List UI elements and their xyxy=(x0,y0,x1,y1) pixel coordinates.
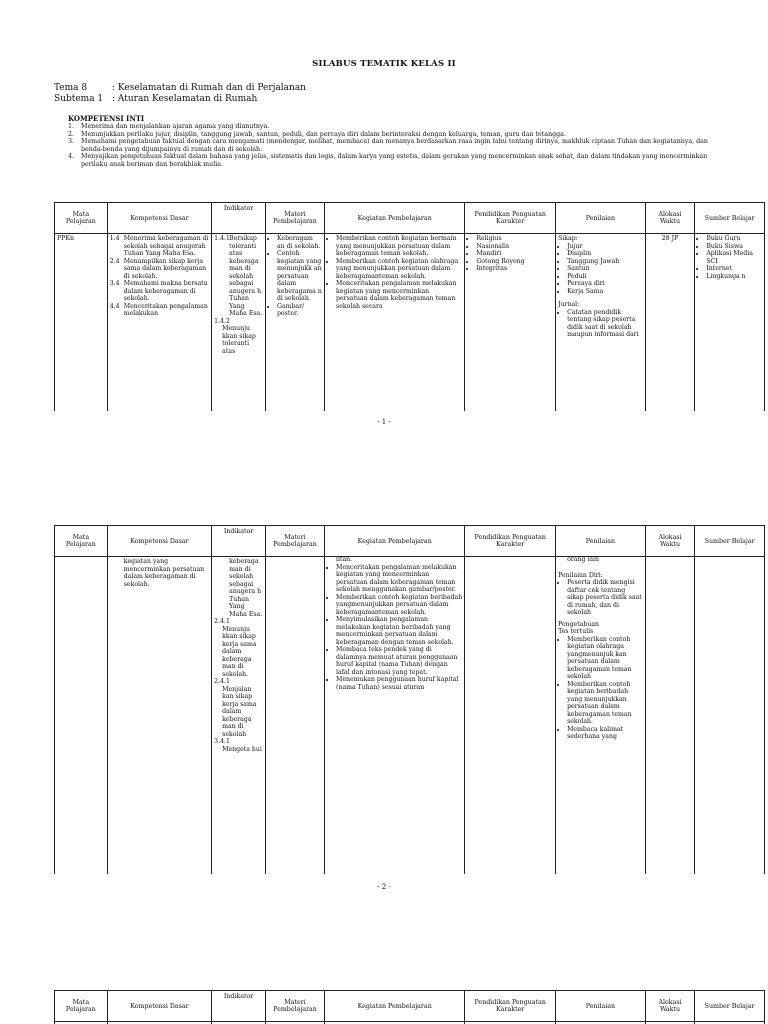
tes-tertulis-label: Tes tertulis xyxy=(558,628,594,635)
tema-label: Tema 8 xyxy=(54,83,88,93)
indikator-continuation: keberaga man di sekolah sebagai anugera h Tuhan Yang Maha Esa. xyxy=(229,558,263,618)
materi-item: • Contoh kegiatan yang menunjukk an persatuan dalam keberagama n di sekolah. xyxy=(277,250,322,303)
penilaian-diri-label: Penilaian Diri: xyxy=(558,571,603,579)
ki-item: 4. Menyajikan pengetahuan faktual dalam bahasa yang jelas, sistematis dan logis, dalam karya yang estetis, dalam gerakan yang mencerminkan anak sehat, dan dalam tindakan yang mencerminkan perilaku anak beriman dan berakhlak mulia. xyxy=(68,153,708,168)
header-materi: Materi Pembelajaran xyxy=(265,991,324,1022)
header-ppk: Pendidikan Penguatan Karakter xyxy=(465,991,556,1022)
kegiatan-item: • Menceritakan pengalaman melakukan kegiatan yang mencerminkan persatuan dalam keberagaman teman sekolah menggunakan gambar/poster. xyxy=(336,564,462,594)
ppk-item: • Integritas xyxy=(476,265,553,273)
header-sumber: Sumber Belajar xyxy=(695,203,765,234)
header-sumber: Sumber Belajar xyxy=(695,526,765,557)
sumber-item: • Aplikasi Media SCI xyxy=(706,250,762,265)
syllabus-table-page-2 xyxy=(54,525,765,874)
header-alokasi: Alokasi Waktu xyxy=(645,203,695,234)
kegiatan-item: • Menemukan penggunaan huruf kapital (nama Tuhan) sesuai aturan xyxy=(336,676,462,691)
pengetahuan-label: Pengetahuan xyxy=(558,620,600,628)
cell-mapel xyxy=(55,557,108,875)
table-header-row xyxy=(55,526,765,557)
sikap-item: • Santun xyxy=(567,265,643,273)
subtema-label: Subtema 1 xyxy=(54,94,104,104)
materi-item: • Gambar/ poster. xyxy=(277,303,322,318)
indikator-item: 1.4.2 Menunju kkan sikap toleranti atas xyxy=(214,317,256,355)
header-alokasi: Alokasi Waktu xyxy=(645,991,695,1022)
subtema-line xyxy=(54,94,257,104)
tes-item: • Memberikan contoh kegiatan beribadah yang menunjukkan persatuan dalam keberagaman teman sekolah. xyxy=(567,681,643,726)
kegiatan-item: • Menceritakan pengalaman melakukan kegiatan yang mencerminkan persatuan dalam keberagaman teman sekolah secara xyxy=(336,280,462,310)
cell-kd xyxy=(107,234,211,412)
tes-item: • Memberikan contoh kegiatan olahraga yangmenunjuk kan persatuan dalam keberagaman teman sekolah xyxy=(567,636,643,681)
syllabus-table-page-1 xyxy=(54,202,765,411)
sikap-item: • Jujur xyxy=(567,243,643,251)
cell-sumber xyxy=(695,557,765,875)
kd-item: 2.4 Menampilkan sikap kerja sama dalam keberagaman di sekolah. xyxy=(109,257,207,280)
header-indikator: Indikator xyxy=(212,203,266,234)
sikap-item: • Disiplin xyxy=(567,250,643,258)
header-kd: Kompetensi Dasar xyxy=(107,526,211,557)
cell-materi xyxy=(265,234,324,412)
ppk-item: • Nasionalis xyxy=(476,243,553,251)
cell-ppk xyxy=(465,557,556,875)
table-header-row xyxy=(55,203,765,234)
sikap-item: • Tanggung Jawab xyxy=(567,258,643,266)
cell-penilaian xyxy=(556,557,646,875)
cell-kegiatan xyxy=(325,234,465,412)
kegiatan-item: • Memberikan contoh kegiatan beribadah yangmenunjukkan persatuan dalam keberagamanteman sekolah. xyxy=(336,594,462,617)
indikator-item: 2.4.1 Menunju kkan sikap kerja sama dalam keberaga man di sekolah. xyxy=(214,618,257,678)
penilaian-continuation: orang lain xyxy=(567,556,599,563)
ki-item: 3. Memahami pengetahuan faktual dengan cara mengamati (mendengar, melihat, membaca) dan menanya berdasarkan rasa ingin tahu tentang dirinya, makhluk ciptaan Tuhan dan kegiatannya, dan benda-benda yang dijumpainya di rumah dan di sekolah. xyxy=(68,138,708,153)
header-sumber: Sumber Belajar xyxy=(695,991,765,1022)
tes-item: • Membaca kalimat sederhana yang xyxy=(567,726,643,741)
ki-item: 1. Menerima dan menjalankan ajaran agama yang dianutnya. xyxy=(68,123,270,130)
page-number-1: - 1 - xyxy=(377,418,391,426)
header-alokasi: Alokasi Waktu xyxy=(645,526,695,557)
cell-penilaian xyxy=(556,234,646,412)
sumber-item: • Lingkunga n xyxy=(706,273,762,281)
cell-kd xyxy=(107,557,211,875)
indikator-item: 2.4.1 Menjalan kan sikap kerja sama dalam keberaga man di sekolah xyxy=(214,678,257,738)
kegiatan-item: • Membaca teks pendek yang di dalamnya memuat aturan penggunaan huruf kapital (nama Tuhan) dengan lafal dan intonasi yang tepat. xyxy=(336,646,462,676)
header-mapel: Mata Pelajaran xyxy=(55,203,108,234)
sikap-item: • Kerja Sama xyxy=(567,288,643,296)
kompetensi-inti-list xyxy=(68,123,718,169)
jurnal-label: Jurnal: xyxy=(558,301,580,308)
header-kegiatan: Kegiatan Pembelajaran xyxy=(325,526,465,557)
header-kd: Kompetensi Dasar xyxy=(107,203,211,234)
subtema-value: : Aturan Keselamatan di Rumah xyxy=(112,94,258,104)
kegiatan-item: • Memberikan contoh kegiatan bermain yang menunjukkan persatuan dalam keberagaman teman sekolah. xyxy=(336,235,462,258)
header-indikator: Indikator xyxy=(212,526,266,557)
sikap-label: Sikap: xyxy=(558,235,578,242)
header-penilaian: Penilaian xyxy=(556,991,646,1022)
header-kd: Kompetensi Dasar xyxy=(107,991,211,1022)
ppk-item: • Mandiri xyxy=(476,250,553,258)
jurnal-item: • Catatan pendidik tentang sikap peserta didik saat di sekolah maupun informasi dari xyxy=(567,309,643,339)
table-header-row xyxy=(55,991,765,1022)
kd-item: 3.4 Memahami makna bersatu dalam keberagaman di sekolah. xyxy=(109,280,208,302)
table-row xyxy=(55,557,765,875)
header-kegiatan: Kegiatan Pembelajaran xyxy=(325,203,465,234)
penilaian-diri-item: • Peserta didik mengisi daftar cek tentang sikap peserta didik saat di rumah, dan di sekolah xyxy=(567,579,643,617)
header-ppk: Pendidikan Penguatan Karakter xyxy=(465,526,556,557)
page-number-2: - 2 - xyxy=(377,883,391,891)
cell-alokasi: 28 JP xyxy=(645,234,695,412)
header-mapel: Mata Pelajaran xyxy=(55,991,108,1022)
syllabus-table-page-3 xyxy=(54,990,765,1024)
ki-item: 2. Menunjukkan perilaku jujur, disiplin, tanggung jawab, santun, peduli, dan percaya diri dalam berinteraksi dengan keluarga, teman, guru dan tetangga. xyxy=(68,130,566,138)
cell-mapel: PPKn xyxy=(55,234,108,412)
kegiatan-continuation: litan. xyxy=(336,556,353,563)
cell-materi xyxy=(265,557,324,875)
header-materi: Materi Pembelajaran xyxy=(265,203,324,234)
sikap-item: • Percaya diri xyxy=(567,280,643,288)
header-materi: Materi Pembelajaran xyxy=(265,526,324,557)
header-penilaian: Penilaian xyxy=(556,203,646,234)
cell-alokasi xyxy=(645,557,695,875)
cell-indikator xyxy=(212,234,266,412)
document-title: SILABUS TEMATIK KELAS II xyxy=(312,59,456,69)
table-row xyxy=(55,234,765,412)
materi-item: • Keberagam an di sekolah. xyxy=(277,235,322,250)
kompetensi-inti-heading: KOMPETENSI INTI xyxy=(68,114,145,123)
kegiatan-item: • Memberikan contoh kegiatan olahraga yang menunjukkan persatuan dalam keberagamanteman sekolah. xyxy=(336,258,462,281)
cell-ppk xyxy=(465,234,556,412)
tema-line xyxy=(54,83,306,93)
ppk-item: • Gotong Royong xyxy=(476,258,553,266)
indikator-item: 1.4.1 Bersikap toleranti atas keberaga man di sekolah sebagai anugera h Tuhan Yang Maha Esa. xyxy=(214,235,263,317)
kegiatan-item: • Menyimulasikan pengalaman melakukan kegiatan beribadah yang mencerminkan persatuan dalam keberagaman dengan teman sekolah. xyxy=(336,616,462,646)
sumber-item: • Buku Siswa xyxy=(706,243,762,251)
sikap-item: • Peduli xyxy=(567,273,643,281)
tema-value: : Keselamatan di Rumah dan di Perjalanan xyxy=(112,83,306,93)
kd-item: 4.4 Menceritakan pengalaman melakukan xyxy=(109,302,208,317)
header-mapel: Mata Pelajaran xyxy=(55,526,108,557)
ppk-item: • Religius xyxy=(476,235,553,243)
header-ppk: Pendidikan Penguatan Karakter xyxy=(465,203,556,234)
header-kegiatan: Kegiatan Pembelajaran xyxy=(325,991,465,1022)
kd-item: 1.4 Menerima keberagaman di sekolah sebagai anugerah Tuhan Yang Maha Esa. xyxy=(109,235,209,257)
sumber-item: • Buku Guru xyxy=(706,235,762,243)
cell-kegiatan xyxy=(325,557,465,875)
cell-sumber xyxy=(695,234,765,412)
kd-continuation: kegiatan yang mencerminkan persatuan dalam keberagaman di sekolah. xyxy=(123,558,205,588)
indikator-item: 3.4.1 Mengeta hui xyxy=(214,738,262,753)
header-indikator: Indikator xyxy=(212,991,266,1022)
cell-indikator xyxy=(212,557,266,875)
header-penilaian: Penilaian xyxy=(556,526,646,557)
sumber-item: • Internet xyxy=(706,265,762,273)
